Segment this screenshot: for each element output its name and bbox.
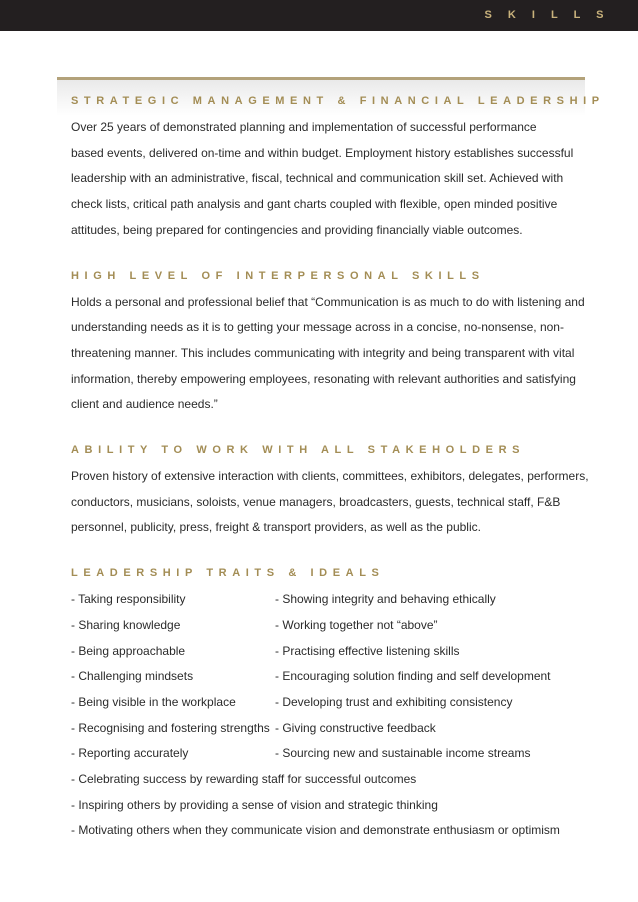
section-leadership-traits [71, 567, 581, 844]
paragraph-line: Over 25 years of demonstrated planning and implementation of successful performance [71, 120, 537, 134]
header-bar [0, 0, 638, 31]
trait-item: - Encouraging solution finding and self development [275, 669, 551, 684]
traits-list [71, 587, 581, 844]
section-heading: LEADERSHIP TRAITS & IDEALS [71, 567, 385, 580]
section-heading: STRATEGIC MANAGEMENT & FINANCIAL LEADERSHIP [71, 95, 605, 107]
trait-row [71, 664, 581, 690]
paragraph-line: personnel, publicity, press, freight & transport providers, as well as the public. [71, 520, 481, 535]
section-stakeholders [71, 444, 589, 541]
trait-item: - Inspiring others by providing a sense of vision and strategic thinking [71, 797, 438, 812]
trait-item: - Reporting accurately [71, 746, 189, 761]
trait-row [71, 587, 581, 613]
paragraph-line: leadership with an administrative, fiscal, technical and communication skill set. Achieved with [71, 171, 564, 186]
trait-item: - Taking responsibility [71, 592, 186, 607]
trait-item: - Motivating others when they communicate vision and demonstrate enthusiasm or optimism [71, 823, 560, 838]
trait-item: - Challenging mindsets [71, 669, 194, 684]
section-paragraph [71, 290, 585, 419]
section-strategic-management [71, 95, 605, 244]
paragraph-line: understanding needs as it is to getting your message across in a concise, no-nonsense, non- [71, 320, 564, 335]
trait-item: - Being visible in the workplace [71, 694, 236, 709]
paragraph-line: conductors, musicians, soloists, venue managers, broadcasters, guests, technical staff, F&B [71, 494, 561, 509]
paragraph-line: Holds a personal and professional belief that “Communication is as much to do with listening and [71, 294, 585, 309]
trait-row [71, 613, 581, 639]
skills-content [71, 95, 605, 870]
trait-item: - Practising effective listening skills [275, 643, 460, 658]
section-interpersonal-skills [71, 269, 585, 419]
trait-row [71, 741, 581, 767]
trait-item: - Recognising and fostering strengths [71, 720, 270, 735]
paragraph-line: Proven history of extensive interaction with clients, committees, exhibitors, delegates, performers, [71, 469, 589, 484]
paragraph-line: check lists, critical path analysis and gant charts coupled with flexible, open minded positive [71, 197, 558, 212]
paragraph-line: threatening manner. This includes communicating with integrity and being transparent with vital [71, 345, 575, 360]
section-paragraph [71, 115, 581, 244]
trait-row [71, 716, 581, 742]
paragraph-line: attitudes, being prepared for contingencies and providing financially viable outcomes. [71, 222, 523, 237]
trait-item: - Celebrating success by rewarding staff for successful outcomes [71, 772, 417, 787]
trait-item: - Being approachable [71, 643, 186, 658]
section-heading: ABILITY TO WORK WITH ALL STAKEHOLDERS [71, 444, 526, 457]
trait-item: - Giving constructive feedback [275, 720, 436, 735]
section-title-skills: S K I L L S [484, 9, 610, 21]
section-paragraph [71, 464, 589, 541]
trait-row [71, 639, 581, 665]
trait-item: - Developing trust and exhibiting consistency [275, 694, 513, 709]
section-heading: HIGH LEVEL OF INTERPERSONAL SKILLS [71, 269, 485, 282]
trait-item: - Sourcing new and sustainable income streams [275, 746, 531, 761]
trait-item: - Showing integrity and behaving ethically [275, 592, 496, 607]
paragraph-line: client and audience needs.” [71, 397, 218, 412]
trait-row [71, 690, 581, 716]
paragraph-line: information, thereby empowering employees, resonating with relevant authorities and satisfying [71, 371, 576, 386]
trait-item: - Working together not “above” [275, 617, 438, 632]
trait-item: - Sharing knowledge [71, 617, 181, 632]
paragraph-line: based events, delivered on-time and within budget. Employment history establishes successful [71, 145, 574, 160]
